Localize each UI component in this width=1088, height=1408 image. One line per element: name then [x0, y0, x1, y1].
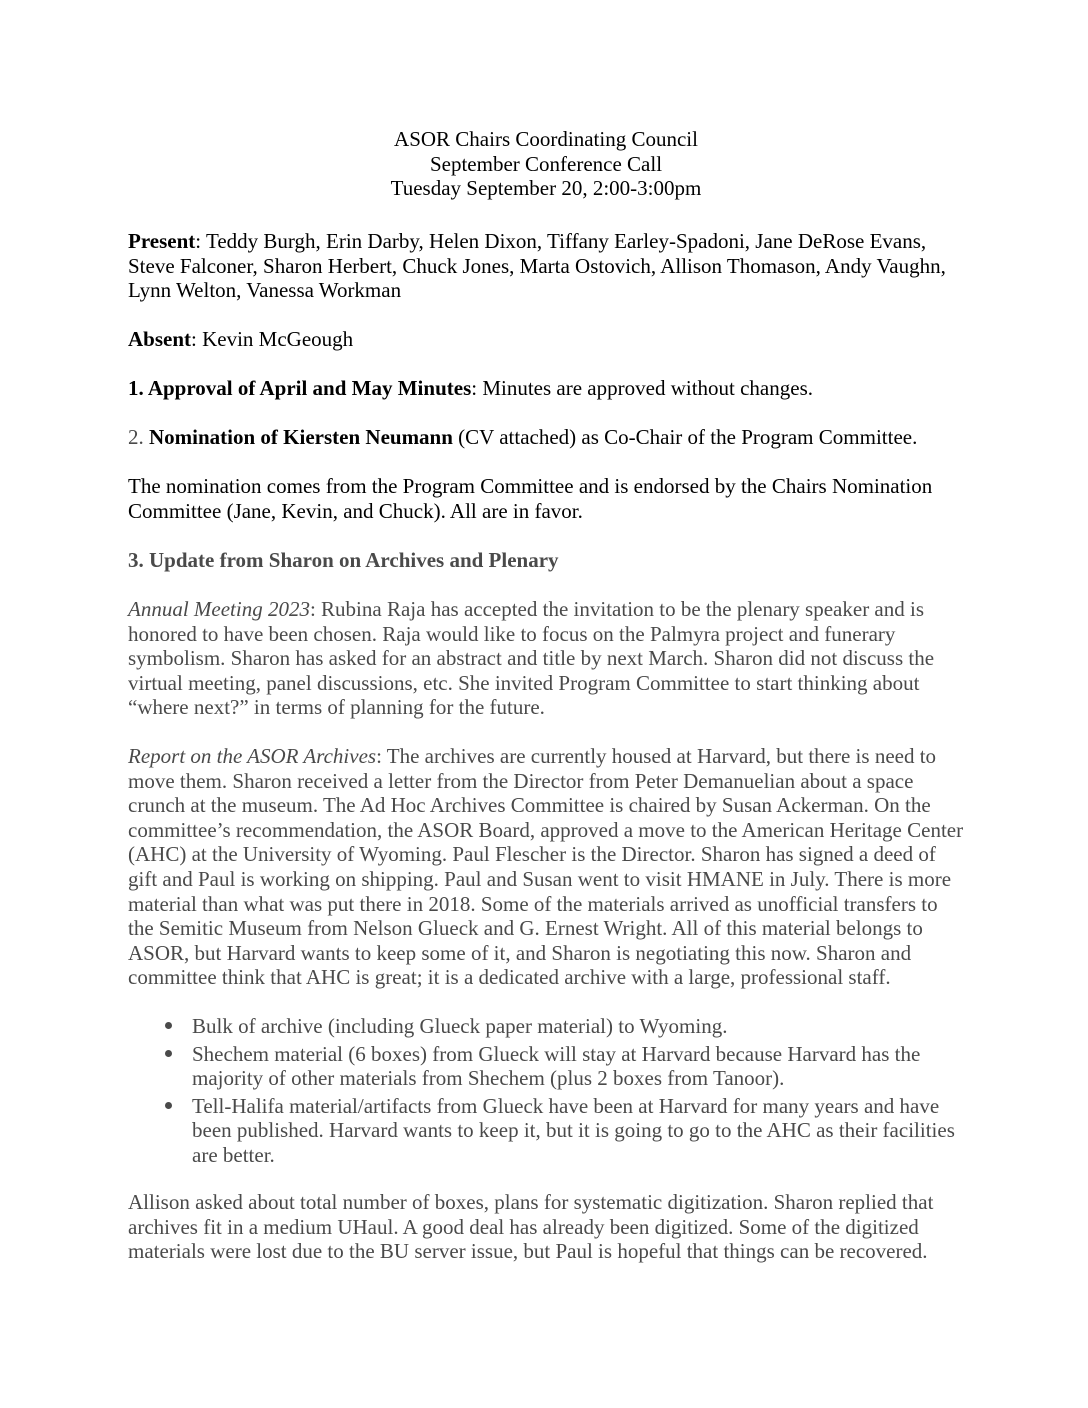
item-3-paragraph	[128, 548, 964, 573]
item-2-paragraph	[128, 425, 964, 450]
document-title	[128, 127, 964, 201]
bullet-icon	[165, 1050, 172, 1057]
item-1-heading: 1. Approval of April and May Minutes	[128, 376, 472, 400]
bullet-text: Shechem material (6 boxes) from Glueck will stay at Harvard because Harvard has the majority of other materials from Shechem (plus 2 boxes from Tanoor).	[192, 1041, 921, 1091]
item-2-text: (CV attached) as Co-Chair of the Program Committee.	[452, 425, 918, 449]
present-paragraph	[128, 229, 964, 303]
absent-paragraph	[128, 327, 964, 352]
annual-meeting-label: Annual Meeting 2023	[128, 597, 310, 621]
item-1-text: : Minutes are approved without changes.	[471, 376, 813, 400]
list-item	[128, 1094, 964, 1168]
archive-bullet-list	[128, 1014, 964, 1171]
allison-note: Allison asked about total number of boxes, plans for systematic digitization. Sharon replied that archives fit in a medium UHaul. A good deal has already been digitized. Some of the digitized materials were lost due to the BU server issue, but Paul is hopeful that things can be recovered.	[128, 1190, 934, 1264]
archives-report-paragraph	[128, 744, 964, 990]
item-2-number: 2.	[128, 425, 149, 449]
item-2-heading: Nomination of Kiersten Neumann	[149, 425, 453, 449]
bullet-text: Bulk of archive (including Glueck paper material) to Wyoming.	[192, 1014, 728, 1038]
title-line-3: Tuesday September 20, 2:00-3:00pm	[390, 176, 702, 201]
annual-meeting-text: : Rubina Raja has accepted the invitation to be the plenary speaker and is honored to have been chosen. Raja would like to focus on the Palmyra project and funerary symbolism. Sharon has asked for an abstract and title by next March. Sharon did not discuss the virtual meeting, panel discussions, etc. She invited Program Committee to start thinking about “where next?” in terms of planning for the future.	[128, 597, 935, 720]
absent-list: : Kevin McGeough	[191, 327, 354, 351]
title-line-2: September Conference Call	[429, 151, 663, 176]
list-item	[128, 1042, 964, 1091]
annual-meeting-paragraph	[128, 597, 964, 720]
archives-report-label: Report on the ASOR Archives	[128, 744, 377, 768]
present-label: Present	[128, 229, 196, 253]
present-list: : Teddy Burgh, Erin Darby, Helen Dixon, Tiffany Earley-Spadoni, Jane DeRose Evans, Steve Falconer, Sharon Herbert, Chuck Jones, Marta Ostovich, Allison Thomason, Andy Vaughn, Lynn Welton, Vanessa Workman	[128, 229, 946, 303]
absent-label: Absent	[128, 327, 192, 351]
archives-report-text: : The archives are currently housed at Harvard, but there is need to move them. Sharon received a letter from the Director from Peter Demanuelian about a space crunch at the museum. The Ad Hoc Archives Committee is chaired by Susan Ackerman. On the committee’s recommendation, the ASOR Board, approved a move to the American Heritage Center (AHC) at the University of Wyoming. Paul Flescher is the Director. Sharon has signed a deed of gift and Paul is working on shipping. Paul and Susan went to visit HMANE in July. There is more material than what was put there in 2018. Some of the materials arrived as unofficial transfers to the Semitic Museum from Nelson Glueck and G. Ernest Wright. All of this material belongs to ASOR, but Harvard wants to keep some of it, and Sharon is negotiating this now. Sharon and committee think that AHC is great; it is a dedicated archive with a large, professional staff.	[128, 744, 964, 990]
bullet-icon	[165, 1022, 172, 1029]
item-1-paragraph	[128, 376, 964, 401]
list-item	[128, 1014, 964, 1039]
bullet-icon	[165, 1102, 172, 1109]
bullet-text: Tell-Halifa material/artifacts from Glueck have been at Harvard for many years and have been published. Harvard wants to keep it, but it is going to go to the AHC as their facilities are better.	[192, 1093, 955, 1167]
nomination-note: The nomination comes from the Program Committee and is endorsed by the Chairs Nomination Committee (Jane, Kevin, and Chuck). All are in favor.	[128, 474, 933, 523]
item-3-heading: 3. Update from Sharon on Archives and Plenary	[128, 548, 559, 572]
title-line-1: ASOR Chairs Coordinating Council	[394, 127, 698, 151]
